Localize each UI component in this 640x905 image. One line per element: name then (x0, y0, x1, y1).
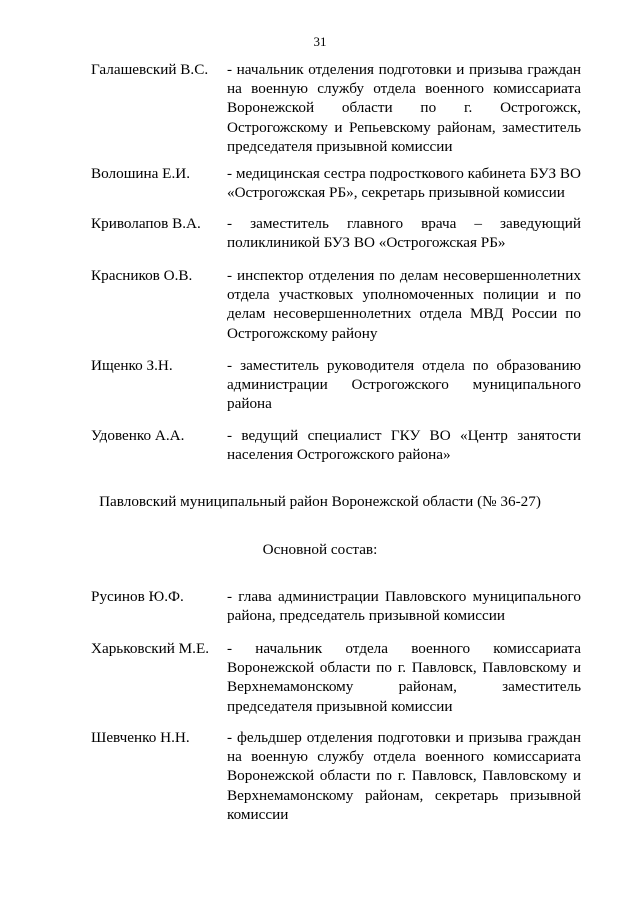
member-name: Галашевский В.С. (91, 61, 209, 78)
member-role: - начальник отделения подготовки и призыва граждан на военную службу отдела военного комиссариата Воронежской области по г. Острогожск, Острогожскому и Репьевскому районам, заместитель председателя призывной комиссии (227, 61, 581, 155)
member-name: Волошина Е.И. (91, 165, 191, 182)
member-name: Ищенко З.Н. (91, 357, 173, 374)
member-role: - инспектор отделения по делам несовершеннолетних отдела участковых уполномоченных полиции и по делам несовершеннолетних отдела МВД России по Острогожскому району (227, 267, 581, 342)
member-role: - заместитель руководителя отдела по образованию администрации Острогожского муниципального района (227, 357, 581, 413)
member-name: Криволапов В.А. (91, 215, 201, 232)
member-role: - медицинская сестра подросткового кабинета БУЗ ВО «Острогожская РБ», секретарь призывной комиссии (227, 165, 581, 202)
member-role: - глава администрации Павловского муниципального района, председатель призывной комиссии (227, 588, 581, 625)
member-name: Удовенко А.А. (91, 427, 185, 444)
section-subheading: Основной состав: (262, 541, 378, 558)
member-name: Русинов Ю.Ф. (91, 588, 184, 605)
member-name: Шевченко Н.Н. (91, 729, 190, 746)
member-role: - ведущий специалист ГКУ ВО «Центр занятости населения Острогожского района» (227, 427, 581, 464)
member-role: - заместитель главного врача – заведующий поликлиникой БУЗ ВО «Острогожская РБ» (227, 215, 581, 252)
section-heading: Павловский муниципальный район Воронежской области (№ 36-27) (99, 493, 541, 510)
page-number: 31 (313, 34, 327, 49)
member-role: - фельдшер отделения подготовки и призыва граждан на военную службу отдела военного комиссариата Воронежской области по г. Павловск, Павловскому и Верхнемамонскому районам, секретарь призывной комиссии (227, 729, 581, 823)
member-name: Харьковский М.Е. (91, 640, 210, 657)
member-role: - начальник отдела военного комиссариата Воронежской области по г. Павловск, Павловскому и Верхнемамонскому районам, заместитель председателя призывной комиссии (227, 640, 581, 715)
member-name: Красников О.В. (91, 267, 193, 284)
